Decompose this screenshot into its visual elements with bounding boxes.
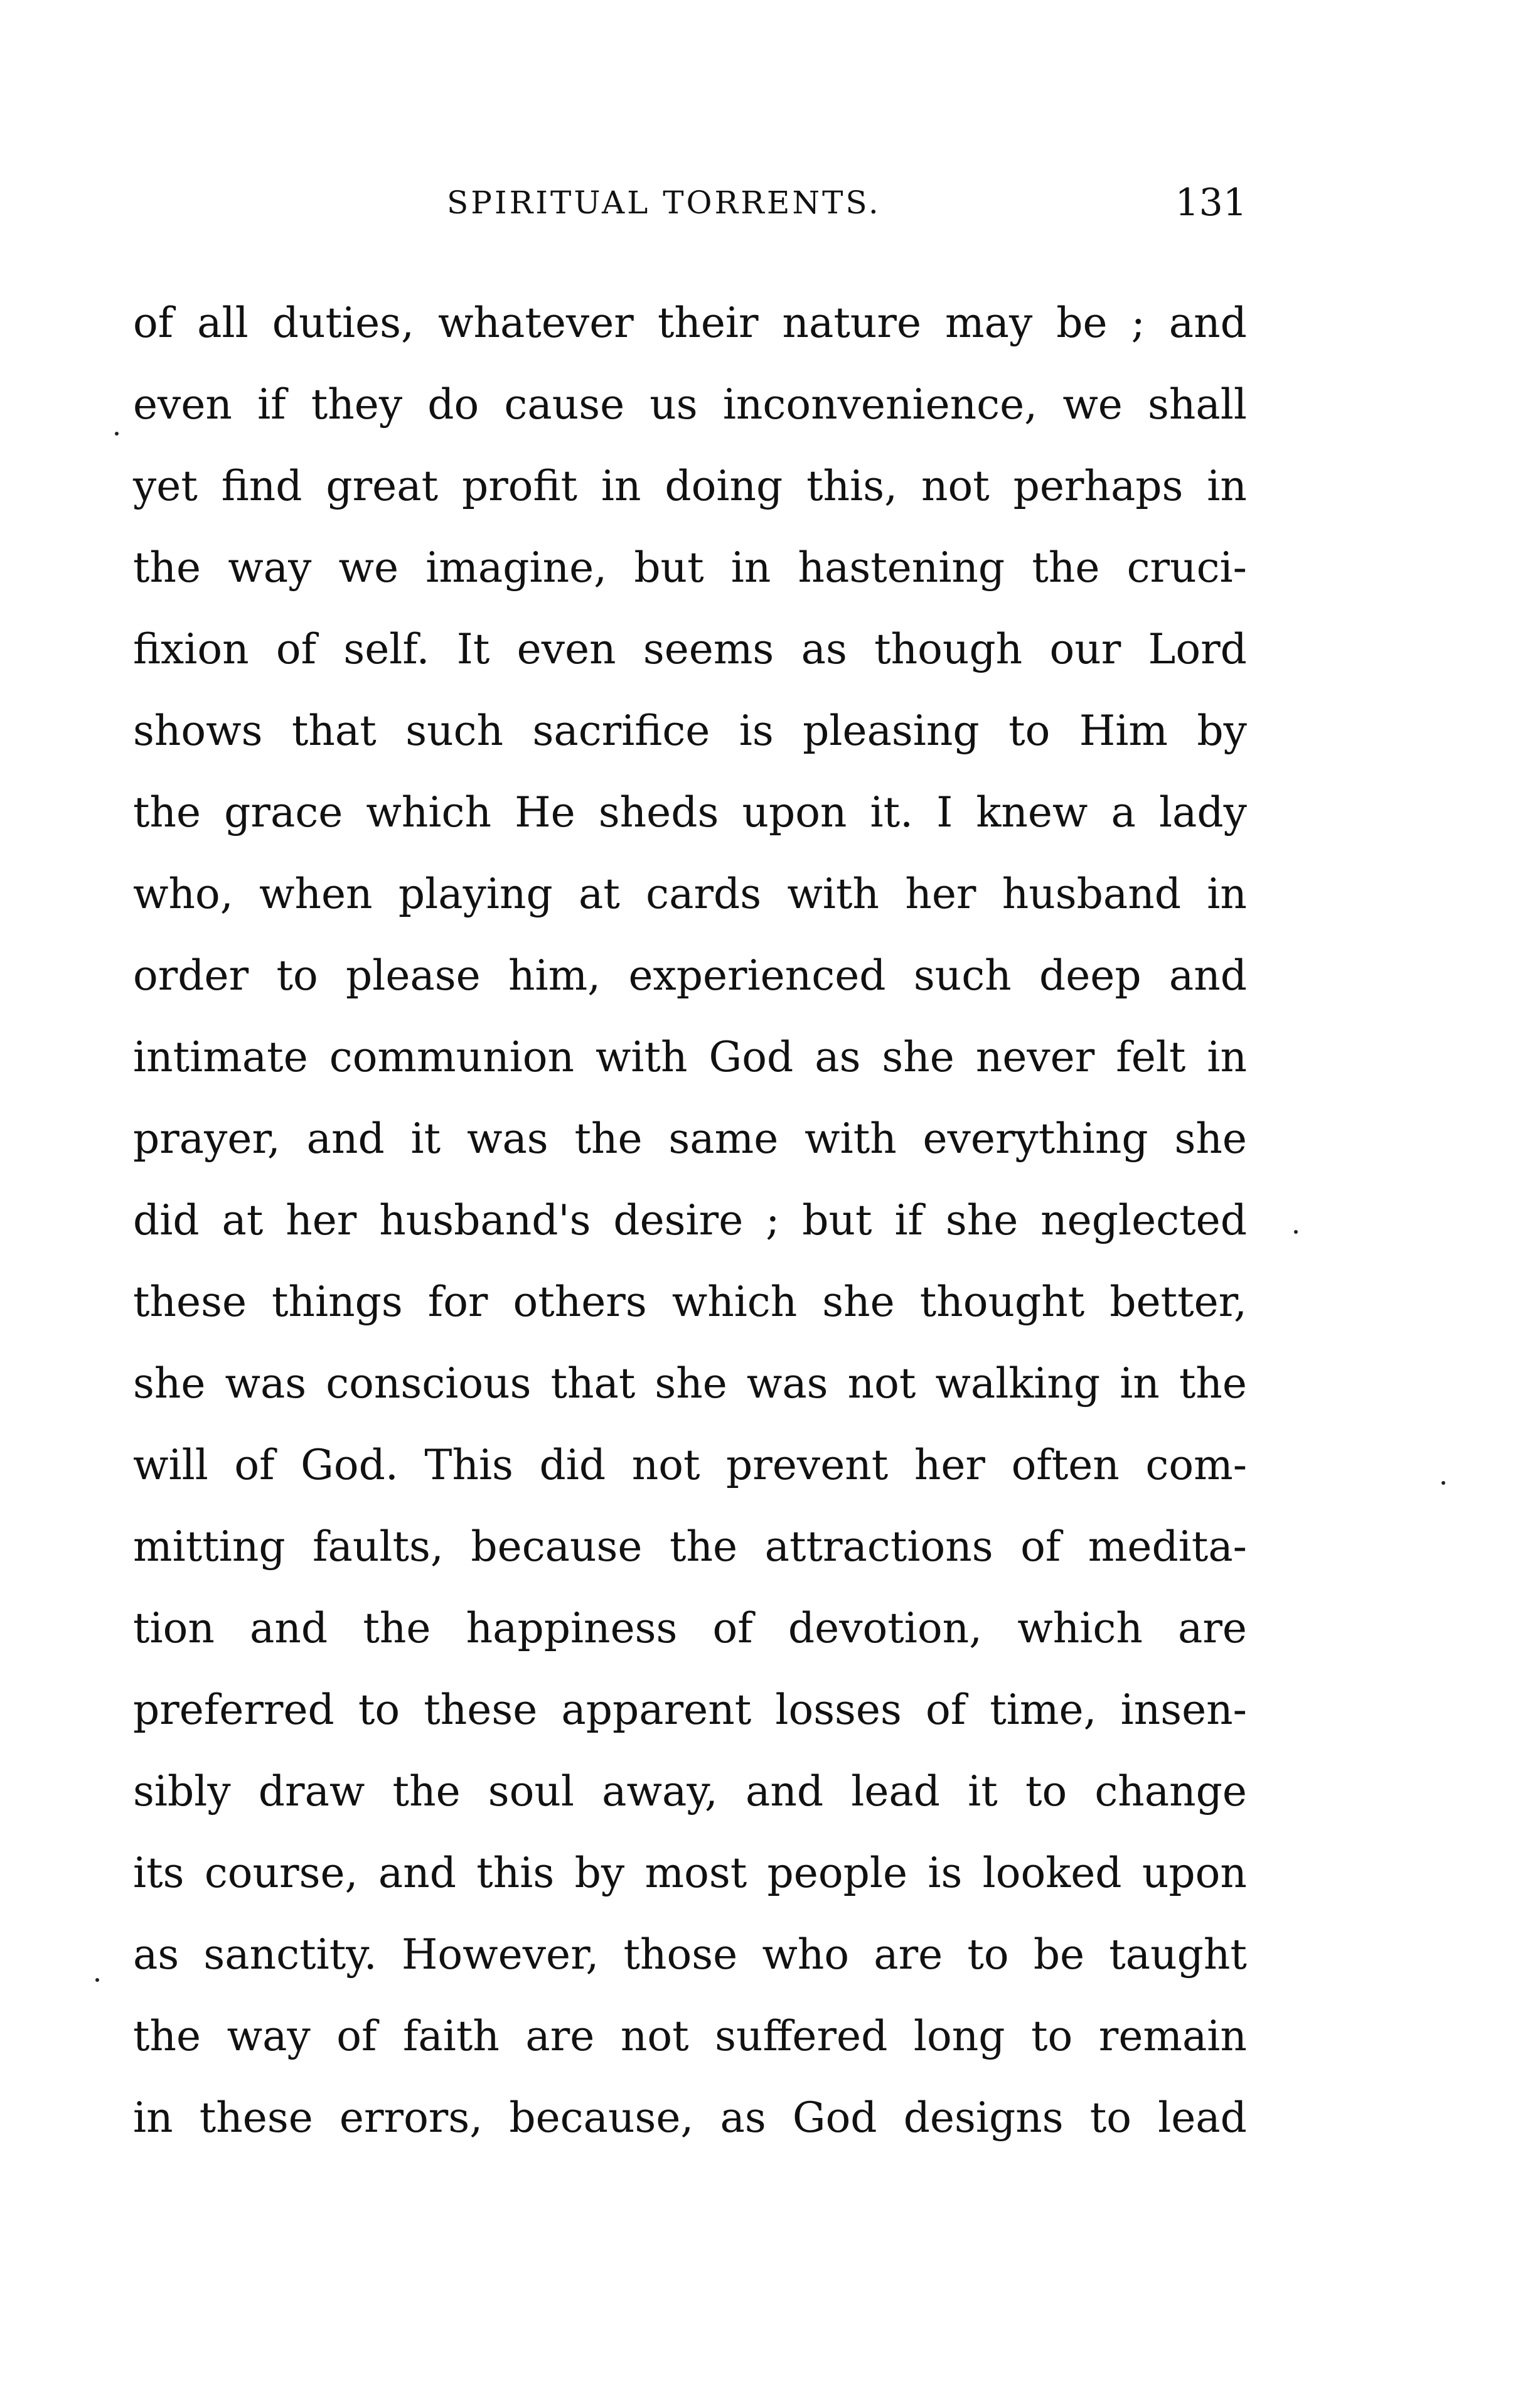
word: the: [574, 1115, 643, 1163]
word: lady: [1158, 788, 1247, 837]
word: imagine,: [425, 543, 607, 592]
word: lead: [851, 1767, 941, 1816]
word: shall: [1148, 380, 1247, 429]
word: who,: [133, 870, 233, 918]
word: felt: [1116, 1033, 1186, 1081]
word: of: [275, 625, 317, 673]
word: errors,: [339, 2094, 483, 2142]
text-line: [133, 1261, 1247, 1343]
word: doing: [665, 462, 783, 510]
word: often: [1011, 1441, 1120, 1489]
word: which: [671, 1278, 798, 1326]
word: is: [739, 707, 774, 755]
text-line: [133, 446, 1247, 527]
word: by: [574, 1849, 625, 1897]
word: shows: [133, 707, 263, 755]
word: never: [975, 1033, 1095, 1081]
text-line: [133, 1017, 1247, 1098]
word: not: [847, 1359, 916, 1408]
word: in: [1120, 1359, 1160, 1408]
word: by: [1197, 707, 1247, 755]
word: with: [787, 870, 880, 918]
word: she: [655, 1359, 727, 1408]
word: as: [815, 1033, 861, 1081]
word: others: [513, 1278, 647, 1326]
word: with: [595, 1033, 688, 1081]
word: way: [228, 543, 312, 592]
text-line: [133, 364, 1247, 446]
word: and: [378, 1849, 456, 1897]
word: that: [291, 707, 377, 755]
word: the: [669, 1522, 738, 1571]
word: may: [945, 299, 1033, 347]
running-title: SPIRITUAL TORRENTS.: [447, 185, 881, 221]
scan-speck: [115, 432, 119, 436]
word: because: [471, 1522, 643, 1571]
word: Him: [1079, 707, 1168, 755]
text-line: [133, 1425, 1247, 1506]
word: sanctity.: [203, 1930, 377, 1979]
word: designs: [903, 2094, 1064, 2142]
word: time,: [990, 1686, 1097, 1734]
word: course,: [204, 1849, 358, 1897]
word: it.: [870, 788, 914, 837]
word: as: [720, 2094, 766, 2142]
word: their: [657, 299, 759, 347]
word: be: [1056, 299, 1108, 347]
word: the: [133, 2012, 201, 2060]
word: of: [336, 2012, 377, 2060]
word: self.: [343, 625, 430, 673]
word: great: [326, 462, 439, 510]
word: they: [311, 380, 403, 429]
word: do: [427, 380, 479, 429]
word: such: [405, 707, 504, 755]
word: to: [358, 1686, 400, 1734]
word: remain: [1098, 2012, 1247, 2060]
word: in: [133, 2094, 173, 2142]
word: the: [133, 788, 201, 837]
word: because,: [509, 2094, 694, 2142]
text-line: [133, 1914, 1247, 1996]
word: to: [967, 1930, 1009, 1979]
word: this,: [806, 462, 898, 510]
word: which: [1017, 1604, 1143, 1652]
word: us: [650, 380, 698, 429]
word: the: [1032, 543, 1100, 592]
word: taught: [1109, 1930, 1247, 1979]
text-line: [133, 1669, 1247, 1751]
word: she: [945, 1196, 1019, 1244]
text-line: [133, 1996, 1247, 2077]
word: long: [913, 2012, 1005, 2060]
word: are: [1178, 1604, 1247, 1652]
word: It: [456, 625, 490, 673]
word: seems: [643, 625, 774, 673]
word: if: [257, 380, 286, 429]
word: was: [746, 1359, 828, 1408]
word: losses: [775, 1686, 902, 1734]
word: happiness: [466, 1604, 678, 1652]
word: and: [746, 1767, 824, 1816]
text-line: [133, 282, 1247, 364]
word: faults,: [313, 1522, 444, 1571]
word: a: [1111, 788, 1136, 837]
word: prayer,: [133, 1115, 281, 1163]
word: which: [366, 788, 492, 837]
word: if: [894, 1196, 923, 1244]
word: duties,: [272, 299, 415, 347]
word: devotion,: [788, 1604, 983, 1652]
word: soul: [488, 1767, 575, 1816]
word: though: [874, 625, 1023, 673]
running-head: [133, 178, 1247, 228]
word: in: [601, 462, 641, 510]
word: away,: [602, 1767, 718, 1816]
text-line: [133, 2077, 1247, 2159]
word: him,: [508, 951, 601, 1000]
word: are: [525, 2012, 595, 2060]
word: and: [250, 1604, 328, 1652]
word: sacrifice: [532, 707, 710, 755]
word: its: [133, 1849, 184, 1897]
word: to: [1089, 2094, 1131, 2142]
word: whatever: [438, 299, 634, 347]
text-line: [133, 609, 1247, 690]
word: of: [1020, 1522, 1061, 1571]
word: who: [762, 1930, 850, 1979]
word: her: [914, 1441, 985, 1489]
word: suffered: [715, 2012, 888, 2060]
word: and: [1168, 299, 1247, 347]
word: the: [133, 543, 201, 592]
word: ;: [1131, 299, 1145, 347]
word: ;: [766, 1196, 780, 1244]
word: of: [234, 1441, 275, 1489]
word: cruci-: [1126, 543, 1247, 592]
word: those: [623, 1930, 738, 1979]
word: and: [306, 1115, 385, 1163]
word: everything: [922, 1115, 1148, 1163]
text-line: [133, 1751, 1247, 1832]
text-line: [133, 853, 1247, 935]
body-text: [133, 282, 1247, 2159]
word: profit: [461, 462, 578, 510]
word: to: [1030, 2012, 1073, 2060]
text-line: [133, 690, 1247, 772]
word: in: [1207, 1033, 1247, 1081]
word: upon: [742, 788, 847, 837]
word: all: [197, 299, 249, 347]
word: mitting: [133, 1522, 286, 1571]
word: God: [709, 1033, 794, 1081]
word: we: [1062, 380, 1123, 429]
scan-speck: [1294, 1230, 1298, 1234]
word: hastening: [798, 543, 1005, 592]
word: of: [712, 1604, 753, 1652]
word: inconvenience,: [722, 380, 1038, 429]
word: these: [424, 1686, 538, 1734]
word: her: [286, 1196, 357, 1244]
word: preferred: [133, 1686, 334, 1734]
word: she: [133, 1359, 206, 1408]
word: Lord: [1148, 625, 1247, 673]
text-line: [133, 1098, 1247, 1180]
word: cards: [646, 870, 762, 918]
word: did: [133, 1196, 200, 1244]
word: find: [221, 462, 302, 510]
word: way: [227, 2012, 311, 2060]
text-line: [133, 1588, 1247, 1669]
word: communion: [329, 1033, 574, 1081]
word: God.: [301, 1441, 398, 1489]
word: this: [476, 1849, 555, 1897]
word: to: [276, 951, 318, 1000]
word: sheds: [598, 788, 719, 837]
word: perhaps: [1013, 462, 1184, 510]
word: will: [133, 1441, 208, 1489]
word: at: [579, 870, 620, 918]
word: prevent: [726, 1441, 889, 1489]
word: be: [1033, 1930, 1085, 1979]
text-line: [133, 772, 1247, 853]
word: God: [792, 2094, 877, 2142]
word: grace: [224, 788, 343, 837]
word: pleasing: [803, 707, 980, 755]
word: is: [928, 1849, 963, 1897]
word: lead: [1158, 2094, 1247, 2142]
word: faith: [402, 2012, 500, 2060]
word: draw: [258, 1767, 365, 1816]
word: insen-: [1120, 1686, 1247, 1734]
word: for: [427, 1278, 488, 1326]
word: apparent: [561, 1686, 752, 1734]
word: but: [802, 1196, 872, 1244]
word: deep: [1039, 951, 1142, 1000]
word: not: [921, 462, 990, 510]
text-line: [133, 527, 1247, 609]
word: husband: [1002, 870, 1181, 918]
word: However,: [401, 1930, 599, 1979]
word: things: [272, 1278, 403, 1326]
word: the: [1179, 1359, 1247, 1408]
word: our: [1049, 625, 1121, 673]
word: of: [133, 299, 174, 347]
word: we: [338, 543, 399, 592]
word: with: [805, 1115, 897, 1163]
word: looked: [982, 1849, 1122, 1897]
word: conscious: [326, 1359, 532, 1408]
word: please: [345, 951, 481, 1000]
word: such: [913, 951, 1012, 1000]
word: nature: [782, 299, 922, 347]
word: to: [1025, 1767, 1067, 1816]
scan-speck: [95, 1978, 99, 1982]
word: she: [882, 1033, 954, 1081]
word: as: [133, 1930, 179, 1979]
word: not: [631, 1441, 700, 1489]
word: sibly: [133, 1767, 231, 1816]
word: fixion: [133, 625, 249, 673]
word: these: [199, 2094, 313, 2142]
word: people: [767, 1849, 908, 1897]
word: order: [133, 951, 249, 1000]
word: yet: [133, 462, 198, 510]
word: and: [1168, 951, 1247, 1000]
word: cause: [504, 380, 625, 429]
word: to: [1008, 707, 1051, 755]
word: change: [1094, 1767, 1247, 1816]
word: at: [222, 1196, 264, 1244]
word: even: [133, 380, 232, 429]
word: thought: [919, 1278, 1085, 1326]
word: desire: [613, 1196, 744, 1244]
page-number: 131: [1175, 181, 1247, 225]
word: her: [905, 870, 976, 918]
word: it: [410, 1115, 441, 1163]
word: medita-: [1088, 1522, 1247, 1571]
word: that: [550, 1359, 636, 1408]
word: This: [424, 1441, 513, 1489]
word: same: [668, 1115, 779, 1163]
word: not: [620, 2012, 689, 2060]
word: He: [515, 788, 575, 837]
word: in: [1207, 870, 1247, 918]
word: in: [730, 543, 771, 592]
word: was: [466, 1115, 548, 1163]
word: husband's: [379, 1196, 591, 1244]
word: neglected: [1040, 1196, 1247, 1244]
word: she: [1174, 1115, 1247, 1163]
text-line: [133, 935, 1247, 1017]
word: I: [936, 788, 953, 837]
word: better,: [1110, 1278, 1247, 1326]
word: attractions: [764, 1522, 993, 1571]
word: upon: [1142, 1849, 1247, 1897]
text-line: [133, 1832, 1247, 1914]
word: intimate: [133, 1033, 308, 1081]
word: most: [644, 1849, 747, 1897]
word: even: [516, 625, 616, 673]
text-line: [133, 1343, 1247, 1425]
word: tion: [133, 1604, 215, 1652]
word: she: [822, 1278, 895, 1326]
word: playing: [398, 870, 553, 918]
word: when: [259, 870, 373, 918]
word: in: [1207, 462, 1247, 510]
text-line: [133, 1180, 1247, 1261]
word: the: [363, 1604, 431, 1652]
word: walking: [935, 1359, 1101, 1408]
text-line: [133, 1506, 1247, 1588]
word: are: [874, 1930, 943, 1979]
word: experienced: [628, 951, 886, 1000]
word: the: [392, 1767, 461, 1816]
word: it: [968, 1767, 998, 1816]
word: of: [925, 1686, 966, 1734]
word: these: [133, 1278, 247, 1326]
scan-speck: [1441, 1481, 1445, 1485]
word: but: [634, 543, 704, 592]
word: did: [539, 1441, 606, 1489]
word: was: [225, 1359, 307, 1408]
word: com-: [1145, 1441, 1247, 1489]
word: as: [801, 625, 847, 673]
word: knew: [976, 788, 1088, 837]
